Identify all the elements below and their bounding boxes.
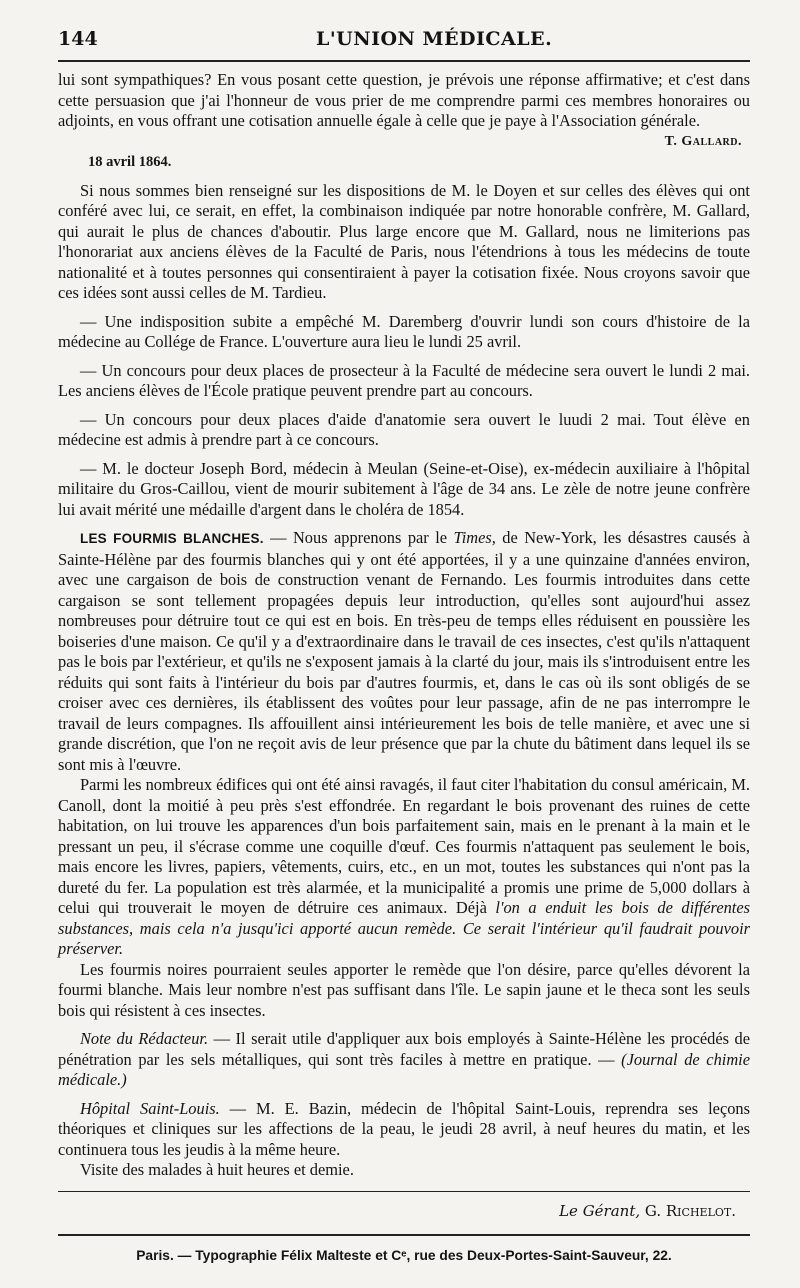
fourmis-paragraph-1 <box>58 528 750 775</box>
hopital-text: — M. E. Bazin, médecin de l'hôpital Saint-Louis, reprendra ses leçons théoriques et cliniques sur les affections de la peau, le jeudi 28 avril, à neuf heures du matin, et les continuera tous les jeudis à la même heure. <box>58 1098 750 1159</box>
letter-signature: T. Gallard. <box>664 133 742 149</box>
times-reference: Times, <box>453 528 496 547</box>
page-header <box>58 28 750 62</box>
fourmis-p2-italic: l'on a enduit les bois de différentes substances, mais cela n'a jusqu'ici apporté aucun remède. Ce serait l'intérieur qu'il faudrait pouvoir préserver. <box>58 898 750 958</box>
aide-anatomie-notice: — Un concours pour deux places d'aide d'anatomie sera ouvert le luudi 2 mai. Tout élève en médecine est admis à prendre part à ce concours. <box>58 409 750 449</box>
hopital-label: Hôpital Saint-Louis. <box>80 1098 220 1118</box>
journal-title: L'UNION MÉDICALE. <box>316 28 553 50</box>
gerant-name: G. Richelot. <box>640 1201 736 1220</box>
visite-line: Visite des malades à huit heures et demie. <box>80 1160 354 1179</box>
note-text: — Il serait utile d'appliquer aux bois employés à Sainte-Hélène les procédés de pénétration par les sels métalliques, qui sont très faciles à mettre en pratique. — <box>58 1029 750 1069</box>
closing-rule <box>58 1191 750 1192</box>
page-number: 144 <box>58 28 98 50</box>
note-label: Note du Rédacteur. <box>80 1029 209 1048</box>
fourmis-paragraph-2 <box>58 775 750 960</box>
letter-date: 18 avril 1864. <box>88 154 172 170</box>
bord-obituary: — M. le docteur Joseph Bord, médecin à Meulan (Seine-et-Oise), ex-médecin auxiliaire à l'hôpital militaire du Gros-Caillou, vient de mourir subitement à l'âge de 34 ans. Le zèle de notre jeune confrère lui avait mérité une médaille d'argent dans le choléra de 1854. <box>58 458 750 519</box>
hopital-notice <box>58 1099 750 1161</box>
fourmis-paragraph-3: Les fourmis noires pourraient seules apporter le remède que l'on désire, parce qu'elles dévorent la fourmi blanche. Mais leur nombre n'est pas suffisant dans l'île. Le sapin jaune et le theca sont les seuls bois qui résistent à ces insectes. <box>58 959 750 1020</box>
fourmis-p1-intro: — Nous apprenons par le <box>263 528 454 547</box>
footer-rule <box>58 1234 750 1236</box>
gerant-signature <box>58 1202 750 1220</box>
article-body <box>58 70 750 1181</box>
letter-continuation: lui sont sympathiques? En vous posant cette question, je prévois une réponse affirmative; et c'est dans cette persuasion que j'ai l'honneur de vous prier de me comprendre parmi ces membres honoraires ou adjoints, en vous offrant une cotisation annuelle égale à celle que je paye à l'Association générale. <box>58 70 750 130</box>
doyen-paragraph: Si nous sommes bien renseigné sur les dispositions de M. le Doyen et sur celles des élèves qui ont conféré avec lui, ce serait, en effet, la combinaison indiquée par notre honorable confrère, M. Gallard, qui aurait le plus de chances d'aboutir. Plus large encore que M. Gallard, nous ne limiterions pas l'honorariat aux anciens élèves de la Faculté de Paris, nous l'étendrions à tous les médecins de toute nationalité et à toutes personnes qui consentiraient à payer la cotisation fixée. Nous croyons savoir que ces idées sont aussi celles de M. Tardieu. <box>58 180 750 302</box>
fourmis-heading: LES FOURMIS BLANCHES. <box>80 531 264 546</box>
prosecteur-notice: — Un concours pour deux places de prosecteur à la Faculté de médecine sera ouvert le lundi 2 mai. Les anciens élèves de l'École pratique peuvent prendre part au concours. <box>58 360 750 400</box>
daremberg-notice: — Une indisposition subite a empêché M. Daremberg d'ouvrir lundi son cours d'histoire de la médecine au Collége de France. L'ouverture aura lieu le lundi 25 avril. <box>58 311 750 351</box>
printer-imprint: Paris. — Typographie Félix Malteste et Cᵉ, rue des Deux-Portes-Saint-Sauveur, 22. <box>136 1247 672 1263</box>
fourmis-p2-text: Parmi les nombreux édifices qui ont été ainsi ravagés, il faut citer l'habitation du consul américain, M. Canoll, dont la moitié à peu près s'est effondrée. En regardant le bois provenant des ruines de cette habitation, on lui trouve les apparences d'un bois parfaitement sain, mais en le prenant à la main et le pressant un peu, il s'écrase comme une coquille d'œuf. Ces fourmis n'attaquent pas seulement le bois, mais encore les livres, papiers, vêtements, cuirs, etc., en un mot, toutes les substances qui n'ont pas la dureté du fer. La population est très alarmée, et la municipalité a promis une prime de 5,000 dollars à celui qui trouverait le moyen de détruire ces animaux. Déjà <box>58 775 750 917</box>
gerant-label: Le Gérant, <box>559 1201 641 1220</box>
redacteur-note <box>58 1029 750 1091</box>
fourmis-p1-text: de New-York, les désastres causés à Sainte-Hélène par des fourmis blanches qui y ont été apportées, il y a une quinzaine d'années environ, avec une cargaison de bois de construction venant de Fernando. Les fourmis introduites dans cette cargaison se sont tellement propagées depuis leur introduction, qu'elles sont aujourd'hui assez nombreuses pour détruire tout ce qui est en bois. En très-peu de temps elles réduisent en poussière les boiseries d'une maison. Ce qu'il y a d'extraordinaire dans le travail de ces insectes, c'est qu'ils n'attaquent pas le bois par l'extérieur, et qu'ils ne s'exposent jamais à la clarté du jour, mais ils s'introduisent entre les réduits qui sont faits à l'intérieur du bois par d'autres fourmis, et, dans le cas où ils sont obligés de se croiser avec ces dernières, ils établissent des voûtes pour leur passage, afin de ne pas interrompre le travail de leurs compagnes. Ils affouillent ainsi intérieurement les bois de telle manière, et avec une si grande discrétion, que l'on ne reçoit avis de leur présence que par la chute du bâtiment dans lequel ils se sont mis à l'œuvre. <box>58 528 750 774</box>
note-source: (Journal de chimie médicale.) <box>58 1049 750 1089</box>
